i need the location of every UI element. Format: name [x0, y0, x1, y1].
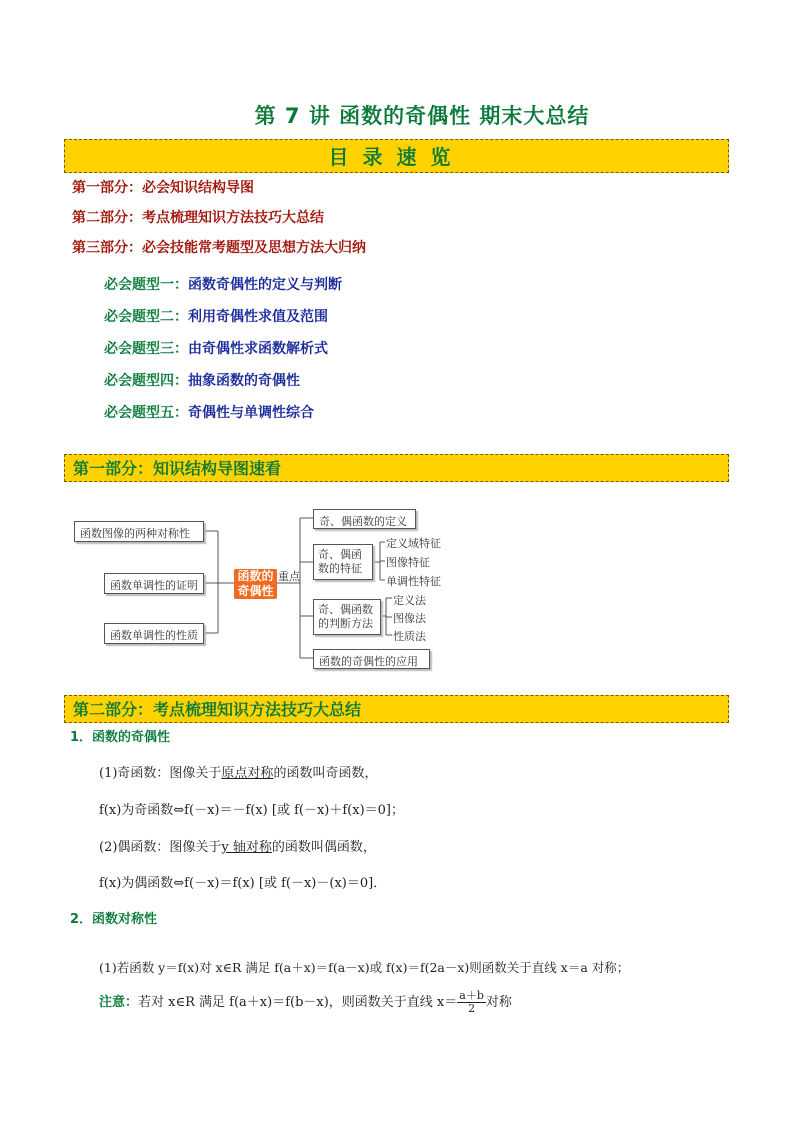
map-node-definition: 奇、偶函数的定义 [313, 509, 416, 529]
toc-part-3: 第三部分：必会技能常考题型及思想方法大归纳 [72, 240, 366, 256]
map-node-features: 奇、偶函数的特征 [313, 544, 373, 580]
toc-heading: 目录速览 [64, 139, 729, 173]
subsection-symmetry-heading: 2．函数对称性 [70, 912, 158, 927]
map-link-label: 重点 [278, 570, 300, 583]
map-node-symmetry: 函数图像的两种对称性 [74, 521, 204, 542]
map-method-definition: 定义法 [393, 594, 426, 607]
section2-heading: 第二部分：考点梳理知识方法技巧大总结 [64, 695, 729, 723]
fraction-a-plus-b-over-2: $\frac{a+b}{2}$ [459, 989, 484, 1015]
document-title: 第 7 讲 函数的奇偶性 期末大总结 [254, 104, 590, 128]
map-node-monotonic-proof: 函数单调性的证明 [104, 573, 204, 594]
map-node-application: 函数的奇偶性的应用 [313, 649, 430, 669]
toc-part-1: 第一部分：必会知识结构导图 [72, 180, 254, 196]
odd-function-definition: (1)奇函数：图像关于原点对称的函数叫奇函数， [99, 766, 378, 781]
map-node-monotonic-property: 函数单调性的性质 [104, 623, 204, 644]
even-function-condition: f(x)为偶函数⇔f(－x)＝f(x) [或 f(－x)－(x)＝0]． [99, 876, 387, 891]
toc-type-2: 必会题型二：利用奇偶性求值及范围 [104, 309, 328, 325]
toc-type-3: 必会题型三：由奇偶性求函数解析式 [104, 341, 328, 357]
even-function-definition: (2)偶函数：图像关于y 轴对称的函数叫偶函数， [99, 840, 376, 855]
toc-type-1: 必会题型一：函数奇偶性的定义与判断 [104, 277, 342, 293]
toc-part-2: 第二部分：考点梳理知识方法技巧大总结 [72, 210, 324, 226]
map-feature-graph: 图像特征 [386, 556, 430, 569]
symmetry-note: 注意：若对 x∈R 满足 f(a＋x)＝f(b－x)，则函数关于直线 x＝ $\frac{a+b}{2}$ 对称 [99, 989, 512, 1015]
map-center-node: 函数的奇偶性 [234, 569, 277, 599]
section1-heading: 第一部分：知识结构导图速看 [64, 454, 729, 482]
odd-function-condition: f(x)为奇函数⇔f(－x)＝－f(x) [或 f(－x)＋f(x)＝0]； [99, 803, 405, 818]
map-method-graph: 图像法 [393, 612, 426, 625]
map-node-methods: 奇、偶函数的判断方法 [313, 599, 381, 635]
symmetry-axis-rule: (1)若函数 y＝f(x)对 x∈R 满足 f(a＋x)＝f(a－x)或 f(x)＝f(2a－x)则函数关于直线 x＝a 对称； [99, 960, 630, 975]
toc-type-5: 必会题型五：奇偶性与单调性综合 [104, 405, 314, 421]
map-feature-monotonic: 单调性特征 [386, 575, 441, 588]
map-method-property: 性质法 [393, 630, 426, 643]
toc-type-4: 必会题型四：抽象函数的奇偶性 [104, 373, 300, 389]
subsection-parity-heading: 1．函数的奇偶性 [70, 730, 171, 745]
map-feature-domain: 定义域特征 [386, 537, 441, 550]
